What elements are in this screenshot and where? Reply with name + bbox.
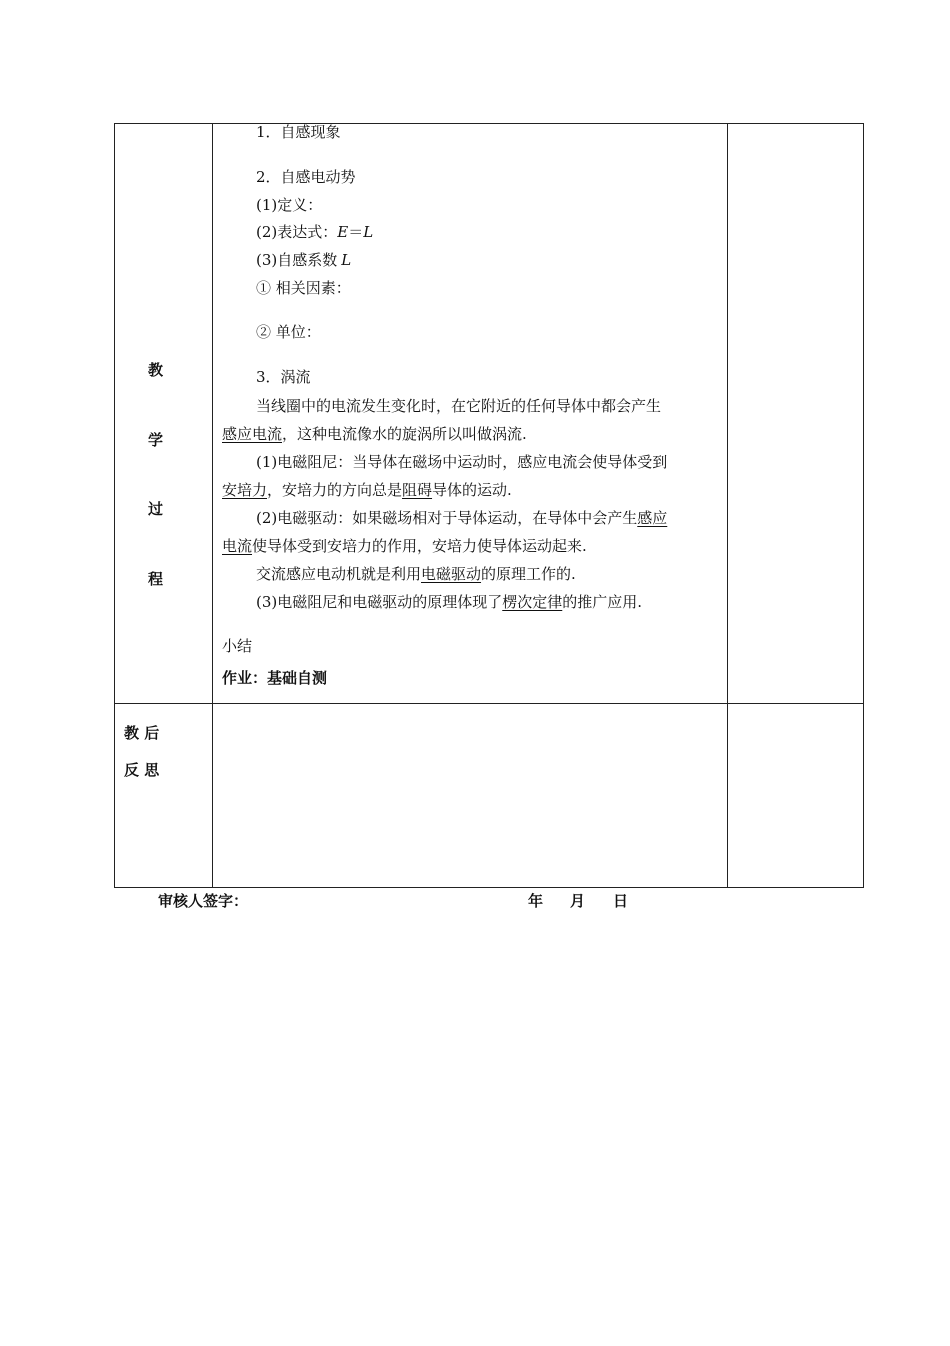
date-month-label: 月 [570, 892, 586, 910]
reflection-label-line1: 教 后 [124, 724, 160, 742]
item-definition: (1)定义： [256, 196, 323, 214]
underlined-term: 电磁驱动 [421, 565, 482, 583]
paragraph-text: (2)电磁驱动：如果磁场相对于导体运动，在导体中会产生 [256, 509, 638, 527]
paragraph-line: 当线圈中的电流发生变化时，在它附近的任何导体中都会产生 [256, 397, 662, 415]
underlined-term: 感应 [637, 509, 668, 527]
item-related-factors: ① 相关因素： [256, 279, 351, 297]
paragraph-text: ，这种电流像水的旋涡所以叫做涡流. [282, 425, 527, 443]
underlined-term: 楞次定律 [502, 593, 563, 611]
formula-l: L [363, 223, 374, 241]
date-year-label: 年 [528, 892, 544, 910]
paragraph-text: 交流感应电动机就是利用 [256, 565, 422, 583]
paragraph-line [222, 480, 512, 500]
summary-label: 小结 [222, 637, 253, 655]
underlined-term: 安培力 [222, 481, 268, 499]
paragraph-text: 的推广应用. [562, 593, 643, 611]
paragraph-text: 使导体受到安培力的作用，安培力使导体运动起来. [252, 537, 587, 555]
date-day-label: 日 [613, 892, 629, 910]
formula-equals: ＝ [348, 223, 364, 241]
item-expression [256, 222, 373, 242]
underlined-term: 感应电流 [222, 425, 283, 443]
paragraph-text: ，安培力的方向总是 [267, 481, 403, 499]
table-row-divider [114, 703, 864, 704]
section-1-heading: 1．自感现象 [256, 123, 341, 141]
item-self-inductance [256, 250, 351, 270]
section-3-heading: 3．涡流 [256, 368, 311, 386]
item-self-inductance-label: (3)自感系数 [256, 251, 338, 269]
reflection-label-line2: 反 思 [124, 761, 160, 779]
paragraph-line [256, 508, 667, 528]
table-left-border [114, 123, 115, 888]
section-2-heading: 2．自感电动势 [256, 168, 356, 186]
table-col-divider-1 [212, 123, 213, 888]
item-unit: ② 单位： [256, 323, 321, 341]
symbol-l: L [341, 251, 352, 269]
paragraph-line [222, 536, 587, 556]
formula-e: E [337, 223, 349, 241]
paragraph-text: 导体的运动. [432, 481, 512, 499]
reviewer-signature-label: 审核人签字： [158, 892, 249, 910]
paragraph-line [222, 424, 527, 444]
side-label-char: 过 [148, 500, 164, 518]
side-label-char: 程 [148, 570, 164, 588]
item-expression-label: (2)表达式： [256, 223, 338, 241]
underlined-term: 阻碍 [402, 481, 433, 499]
paragraph-line: (1)电磁阻尼：当导体在磁场中运动时，感应电流会使导体受到 [256, 453, 668, 471]
side-label-char: 学 [148, 431, 164, 449]
paragraph-line [256, 592, 642, 612]
table-bottom-border [114, 887, 864, 888]
table-right-border [863, 123, 864, 888]
table-col-divider-2 [727, 123, 728, 888]
homework-label: 作业：基础自测 [222, 669, 328, 687]
side-label-char: 教 [148, 361, 164, 379]
table-top-border [114, 123, 864, 124]
paragraph-line [256, 564, 576, 584]
underlined-term: 电流 [222, 537, 253, 555]
paragraph-text: 的原理工作的. [481, 565, 576, 583]
paragraph-text: (3)电磁阻尼和电磁驱动的原理体现了 [256, 593, 503, 611]
